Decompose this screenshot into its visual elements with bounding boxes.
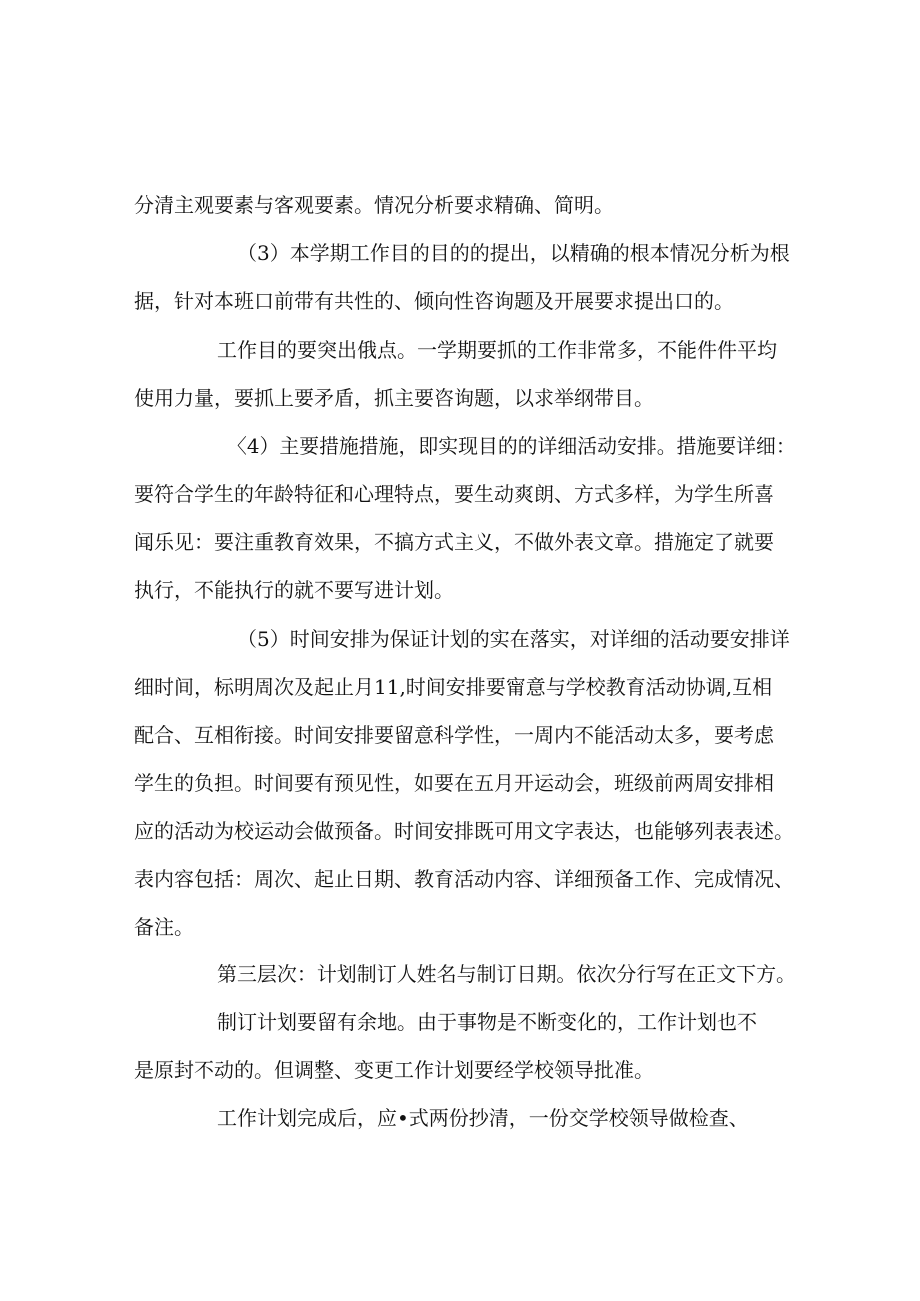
text-line: 细时间，标明周次及起止月11,时间安排要甯意与学校教育活动协调,互相 xyxy=(134,675,773,699)
text-line: 学生的负担。时间要有预见性，如要在五月开运动会，班级前两周安排相 xyxy=(134,771,774,795)
text-line: 据，针对本班口前带有共性的、倾向性咨询题及开展要求提出口的。 xyxy=(134,289,734,313)
text-line: 分清主观要素与客观要素。情况分析要求精确、简明。 xyxy=(134,193,614,217)
text-line: 使用力量，要抓上要矛盾，抓主要咨询题，以求举纲带目。 xyxy=(134,386,654,410)
text-line: 表内容包括：周次、起止日期、教育活动内容、详细预备工作、完成情况、 xyxy=(134,867,794,891)
text-line: （3）本学期工作目的目的的提出，以精确的根本情况分析为根 xyxy=(237,241,790,265)
text-line: 是原封不动的。但调整、变更工作计划要经学校领导批准。 xyxy=(134,1058,654,1082)
text-line: 第三层次：计划制订人姓名与制订日期。依次分行写在正文下方。 xyxy=(217,962,797,986)
text-line: 要符合学生的年龄特征和心理特点，要生动爽朗、方式多样，为学生所喜 xyxy=(134,482,774,506)
text-line: 制订计划要留有余地。由于事物是不断变化的，工作计划也不 xyxy=(217,1010,757,1034)
text-line: 执行，不能执行的就不要写进计划。 xyxy=(134,578,454,602)
text-line: 〈4）主要措施措施，即实现目的的详细活动安排。措施要详细： xyxy=(227,434,796,458)
text-line: 工作计划完成后，应•式两份抄清，一份交学校领导做检查、 xyxy=(217,1106,749,1130)
text-line: 应的活动为校运动会做预备。时间安排既可用文字表达，也能够列表表述。 xyxy=(134,819,794,843)
text-line: 闻乐见：要注重教育效果，不搞方式主义，不做外表文章。措施定了就要 xyxy=(134,530,774,554)
text-line: 配合、互相衔接。时间安排要留意科学性，一周内不能活动太多，要考虑 xyxy=(134,723,774,747)
text-line: 备注。 xyxy=(134,915,194,939)
text-line: （5）时间安排为保证计划的实在落实，对详细的活动要安排详 xyxy=(237,627,790,651)
text-line: 工作目的要突出俄点。一学期要抓的工作非常多，不能件件平均 xyxy=(217,338,777,362)
